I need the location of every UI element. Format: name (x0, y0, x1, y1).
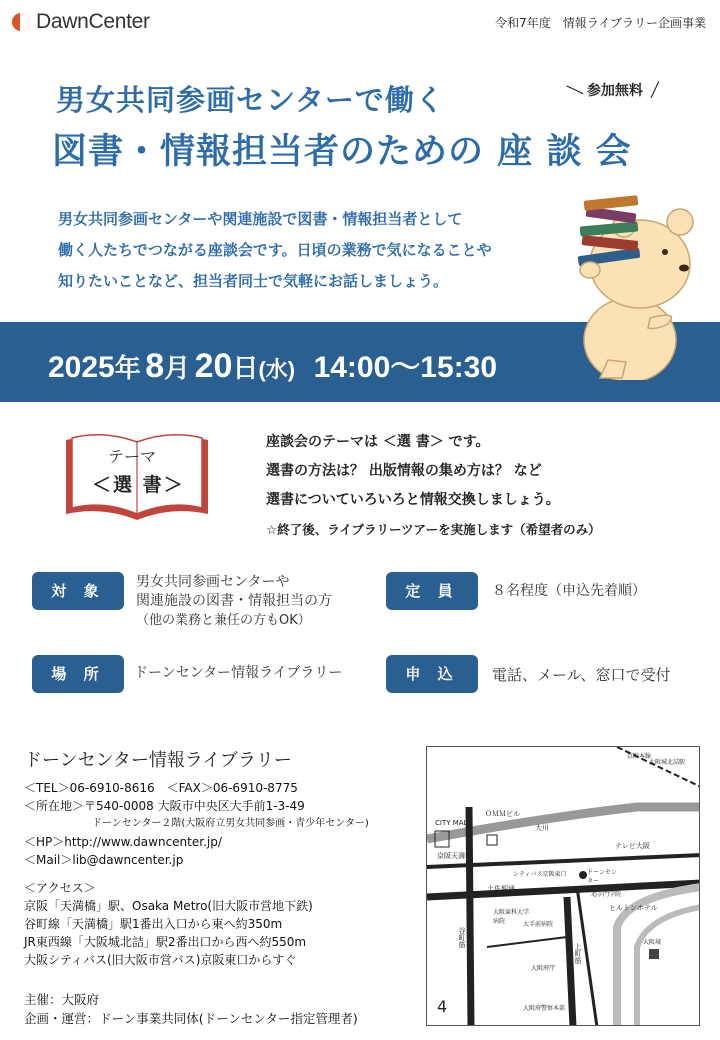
title-line1: 男女共同参画センターで働く (56, 83, 445, 117)
date-month-unit: 月 (164, 353, 191, 383)
intro-line: 知りたいことなど、担当者同士で気軽にお話しましょう。 (58, 272, 449, 290)
theme-line: 座談会のテーマは ＜選 書＞ です。 (266, 434, 490, 450)
capacity-value: ８名程度（申込先着順） (492, 583, 646, 599)
target-label: 対 象 (32, 572, 124, 610)
free-badge-text: 参加無料 (586, 83, 643, 99)
map-label: 追手門学院 (591, 891, 622, 898)
slash-left-icon: ＼ (566, 81, 585, 101)
operator: 企画・運営：ドーン事業共同体(ドーンセンター指定管理者) (24, 1011, 358, 1026)
organizers (24, 990, 358, 1028)
theme-label: テーマ (108, 447, 157, 466)
map-label: 大阪城北詰駅 (649, 759, 686, 766)
map-label: 大川 (535, 824, 549, 832)
address2: ドーンセンター２階(大阪府立男女共同参画・青少年センター) (92, 818, 369, 829)
apply-label: 申 込 (386, 655, 478, 693)
map-label: 大阪府庁 (531, 965, 556, 972)
slash-right-icon: ／ (645, 81, 665, 101)
date-year-unit: 年 (114, 353, 141, 383)
access-line: 大阪シティバス(旧大阪市営バス)京阪東口からすぐ (24, 953, 297, 967)
target-line: 関連施設の図書・情報担当の方 (136, 593, 332, 609)
map-label: 大阪城 (643, 939, 662, 946)
free-badge (566, 80, 665, 101)
date-weekday: (水) (258, 357, 296, 382)
project-name: 令和7年度 情報ライブラリー企画事業 (495, 16, 706, 30)
theme-line: 選書についていろいろと情報交換しましょう。 (266, 492, 560, 508)
intro-line: 働く人たちでつながる座談会です。日頃の業務で気になることや (58, 241, 492, 259)
access-line: JR東西線「大阪城北詰」駅2番出口から西へ約550m (24, 935, 307, 949)
place-label: 場 所 (32, 655, 124, 693)
map-label: ヒルトンホテル (609, 904, 658, 912)
apply-value: 電話、メール、窓口で受付 (492, 666, 671, 684)
map-label: 谷町筋 (458, 927, 466, 948)
map-label: 大阪歯科大学病院 (493, 909, 530, 925)
date-year: 2025 (48, 351, 115, 384)
logo (12, 10, 150, 34)
map-label: CITY MALL (435, 819, 472, 827)
target-value (136, 573, 332, 630)
map-label: ドーンセンター (587, 869, 617, 885)
library-name: ドーンセンター情報ライブラリー (24, 750, 292, 771)
tel-fax: ＜TEL＞06-6910-8616 ＜FAX＞06-6910-8775 (24, 781, 298, 795)
address: ＜所在地＞〒540-0008 大阪市中央区大手前1-3-49 (24, 799, 305, 813)
map-label: 上町筋 (574, 943, 582, 964)
map-label: 京阪天満橋 (437, 852, 472, 860)
mail-link[interactable]: ＜Mail＞lib@dawncenter.jp (24, 853, 184, 867)
access-line: 谷町線「天満橋」駅1番出入口から東へ約350m (24, 917, 283, 931)
date-day-unit: 日 (232, 353, 259, 383)
contact-info (24, 779, 369, 969)
map-label: シティバス京阪東口 (513, 871, 567, 878)
theme-line: 選書の方法は？ 出版情報の集め方は？ など (266, 463, 542, 479)
host: 主催：大阪府 (24, 992, 100, 1007)
map-label: 京阪本線 (627, 753, 652, 760)
theme-line: ☆終了後、ライブラリーツアーを実施します（希望者のみ） (266, 522, 601, 537)
homepage-link[interactable]: ＜HP＞http://www.dawncenter.jp/ (24, 835, 222, 849)
logo-text: DawnCenter (36, 10, 150, 33)
date-month: 8 (145, 347, 165, 385)
map-label: 土佐堀通 (487, 885, 515, 893)
map-label: ＯＭＭビル (485, 810, 520, 818)
theme-description (266, 428, 601, 544)
access-line: 京阪「天満橋」駅、Osaka Metro(旧大阪市営地下鉄) (24, 899, 313, 913)
access-map (426, 746, 700, 1026)
target-line: 男女共同参画センターや (136, 574, 290, 590)
map-label: 大阪府警察本部 (523, 1005, 566, 1012)
access-title: ＜アクセス＞ (24, 881, 96, 895)
event-date (48, 342, 497, 386)
target-line: （他の業務と兼任の方もOK） (136, 613, 311, 628)
logo-mark-icon (12, 13, 30, 31)
place-value: ドーンセンター情報ライブラリー (134, 665, 343, 681)
title-line2: 図書・情報担当者のための 座 談 会 (52, 132, 632, 172)
capacity-label: 定 員 (386, 572, 478, 610)
bear-with-books-illustration (560, 190, 710, 380)
theme-name: ＜選 書＞ (92, 474, 185, 496)
map-drawing (427, 747, 700, 1026)
map-label: 大手前病院 (523, 921, 554, 928)
map-label: テレビ大阪 (615, 842, 650, 850)
intro-text (58, 204, 492, 297)
intro-line: 男女共同参画センターや関連施設で図書・情報担当者として (58, 210, 463, 228)
date-time: 14:00〜15:30 (313, 351, 498, 384)
map-north-mark: 4 (437, 997, 448, 1016)
date-day: 20 (194, 347, 233, 385)
